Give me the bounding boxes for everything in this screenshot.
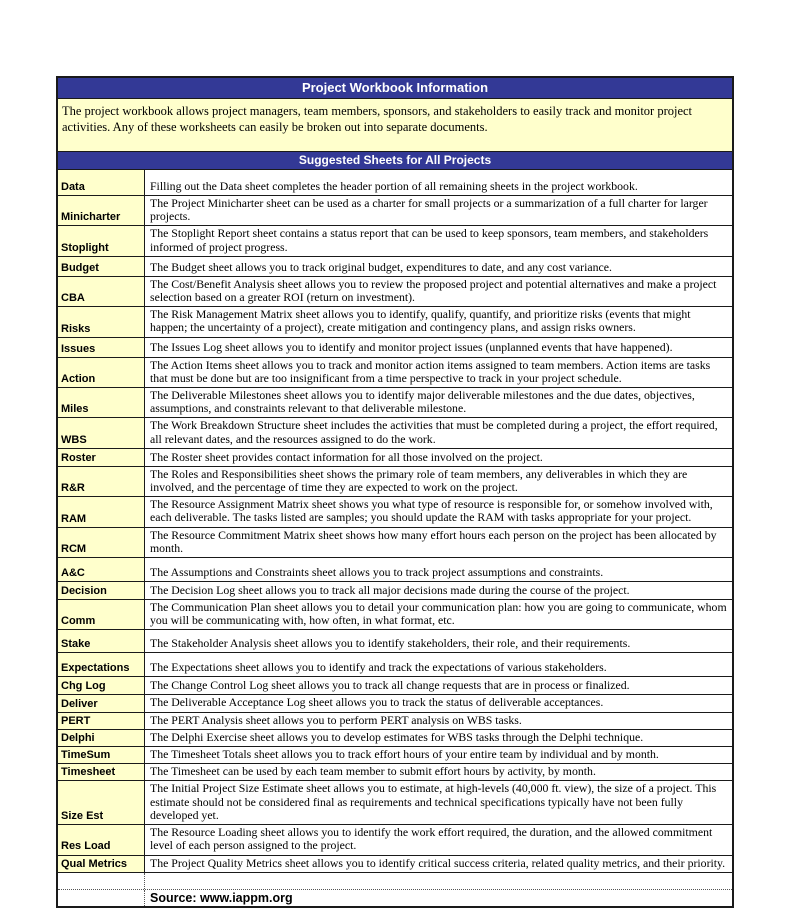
sheet-row-delphi (58, 730, 732, 747)
sheet-name-label: Risks (58, 307, 145, 336)
sheet-name-label: CBA (58, 277, 145, 306)
sheet-name-label: Qual Metrics (58, 856, 145, 872)
sheet-name-label: Chg Log (58, 677, 145, 694)
source-text (145, 890, 732, 906)
sheet-row-a-c (58, 558, 732, 582)
sheet-name-label: Timesheet (58, 764, 145, 780)
sheet-name-label: Decision (58, 582, 145, 599)
sheet-row-ram (58, 497, 732, 527)
sheet-name-label: R&R (58, 467, 145, 496)
sheet-name-label: Stake (58, 630, 145, 652)
sheet-row-risks (58, 307, 732, 337)
sheet-name-label: WBS (58, 418, 145, 447)
sheet-name-label: Minicharter (58, 196, 145, 225)
workbook-title-bar (58, 78, 732, 99)
sheet-description: The Stoplight Report sheet contains a status report that can be used to keep sponsors, team members, and stakeholders informed of project progress. (150, 226, 709, 254)
empty-label-cell (58, 873, 145, 889)
sheet-description: The Timesheet Totals sheet allows you to track effort hours of your entire team by individual and by month. (150, 747, 659, 762)
intro-text: The project workbook allows project managers, team members, sponsors, and stakeholders to easily track and monitor project activities. Any of these worksheets can easily be broken out into separate documents. (62, 104, 693, 134)
sheet-description: The Initial Project Size Estimate sheet allows you to estimate, at high-levels (40,000 ft. view), the size of a project. This estimate should not be considered final as requirements and technical specifications typically have not been fully developed yet. (150, 781, 717, 822)
sheet-row-expectations (58, 653, 732, 677)
sheet-description: The Budget sheet allows you to track original budget, expenditures to date, and any cost variance. (150, 259, 612, 274)
source-text-value: Source: www.iappm.org (150, 890, 293, 905)
sheet-row-size-est (58, 781, 732, 825)
sheet-name-label: TimeSum (58, 747, 145, 763)
sheet-description: The Stakeholder Analysis sheet allows you to identify stakeholders, their role, and their requirements. (150, 636, 631, 651)
section-header-title: Suggested Sheets for All Projects (298, 153, 492, 167)
empty-row (58, 873, 732, 890)
sheet-row-miles (58, 388, 732, 418)
sheet-description: The Deliverable Acceptance Log sheet allows you to track the status of deliverable acceptances. (150, 695, 604, 710)
section-header-bar (58, 152, 732, 170)
sheet-description: The Project Quality Metrics sheet allows you to identify critical success criteria, related quality metrics, and their priority. (150, 855, 726, 870)
sheet-row-action (58, 358, 732, 388)
sheet-row-data (58, 170, 732, 196)
sheet-row-chg-log (58, 677, 732, 695)
sheet-row-minicharter (58, 196, 732, 226)
sheet-name-label: Delphi (58, 730, 145, 746)
empty-desc-cell (145, 873, 732, 889)
sheet-row-rcm (58, 528, 732, 558)
intro-box (58, 99, 732, 152)
sheet-rows-table (58, 170, 732, 873)
sheet-description: The Deliverable Milestones sheet allows you to identify major deliverable milestones and the due dates, objectives, assumptions, and constraints relevant to that deliverable milestone. (150, 388, 695, 416)
sheet-description: The Change Control Log sheet allows you to track all change requests that are in process or finalized. (150, 678, 630, 693)
sheet-row-issues (58, 338, 732, 358)
sheet-description: The Project Minicharter sheet can be used as a charter for small projects or a summarization of a full charter for larger projects. (150, 196, 708, 224)
sheet-row-cba (58, 277, 732, 307)
sheet-row-wbs (58, 418, 732, 448)
sheet-description: The Decision Log sheet allows you to track all major decisions made during the course of the project. (150, 582, 630, 597)
sheet-description: Filling out the Data sheet completes the header portion of all remaining sheets in the project workbook. (150, 178, 638, 193)
sheet-name-label: RCM (58, 528, 145, 557)
source-row (58, 890, 732, 906)
sheet-name-label: RAM (58, 497, 145, 526)
sheet-row-qual-metrics (58, 856, 732, 873)
sheet-description: The Issues Log sheet allows you to identify and monitor project issues (unplanned events that have happened). (150, 340, 673, 355)
sheet-name-label: Stoplight (58, 226, 145, 255)
source-label-cell (58, 890, 145, 906)
sheet-name-label: Comm (58, 600, 145, 629)
sheet-row-res-load (58, 825, 732, 855)
sheet-description: The Action Items sheet allows you to track and monitor action items assigned to team members. Action items are tasks that must be done but are too insignificant from a time perspective to track in your project schedule. (150, 357, 711, 385)
sheet-name-label: PERT (58, 713, 145, 729)
sheet-description: The Resource Assignment Matrix sheet shows you what type of resource is responsible for, or somehow involved with, each deliverable. The tasks listed are samples; you should update the RAM with tasks appropriate for your project. (150, 497, 713, 525)
sheet-row-timesheet (58, 764, 732, 781)
sheet-name-label: Data (58, 170, 145, 195)
sheet-description: The Roles and Responsibilities sheet shows the primary role of team members, any deliverables in which they are involved, and the percentage of time they are expected to work on the project. (150, 466, 688, 495)
sheet-row-stake (58, 630, 732, 653)
sheet-description: The Resource Commitment Matrix sheet shows how many effort hours each person on the project has been allocated by month. (150, 527, 717, 555)
sheet-description: The Cost/Benefit Analysis sheet allows you to review the proposed project and potential alternatives and make a project selection based on a greater ROI (return on investment). (150, 276, 717, 305)
sheet-description: The Resource Loading sheet allows you to identify the work effort required, the duration, and the allowed commitment level of each person assigned to the project. (150, 825, 713, 853)
sheet-row-timesum (58, 747, 732, 764)
sheet-row-budget (58, 257, 732, 277)
sheet-description: The Delphi Exercise sheet allows you to develop estimates for WBS tasks through the Delphi technique. (150, 729, 644, 744)
sheet-name-label: A&C (58, 558, 145, 581)
sheet-name-label: Budget (58, 257, 145, 276)
sheet-description: The Roster sheet provides contact information for all those involved on the project. (150, 449, 543, 464)
sheet-row-pert (58, 713, 732, 730)
sheet-name-label: Size Est (58, 781, 145, 824)
page-title: Project Workbook Information (301, 80, 489, 95)
sheet-row-comm (58, 600, 732, 630)
sheet-description: The Work Breakdown Structure sheet includes the activities that must be completed during a project, the effort required, all relevant dates, and the resources assigned to do the work. (150, 418, 718, 446)
sheet-name-label: Deliver (58, 695, 145, 711)
project-workbook-document (56, 76, 734, 908)
sheet-description: The Timesheet can be used by each team member to submit effort hours by activity, by month. (150, 764, 596, 779)
sheet-name-label: Res Load (58, 825, 145, 854)
sheet-row-r-r (58, 467, 732, 497)
sheet-description: The Assumptions and Constraints sheet allows you to track project assumptions and constraints. (150, 564, 604, 579)
sheet-description: The Risk Management Matrix sheet allows you to identify, qualify, quantify, and prioritize risks (events that might happen; the uncertainty of a project), create mitigation and contingency plans, and assign risks owners. (150, 307, 691, 335)
sheet-row-deliver (58, 695, 732, 712)
sheet-name-label: Issues (58, 338, 145, 357)
sheet-description: The Expectations sheet allows you to identify and track the expectations of various stakeholders. (150, 660, 607, 675)
sheet-name-label: Expectations (58, 653, 145, 676)
sheet-name-label: Miles (58, 388, 145, 417)
sheet-row-decision (58, 582, 732, 600)
sheet-row-stoplight (58, 226, 732, 256)
sheet-description: The Communication Plan sheet allows you to detail your communication plan: how you are going to communicate, whom you will be communicating with, how often, in what format, etc. (150, 600, 727, 628)
sheet-name-label: Action (58, 358, 145, 387)
sheet-row-roster (58, 449, 732, 467)
sheet-description: The PERT Analysis sheet allows you to perform PERT analysis on WBS tasks. (150, 712, 522, 727)
sheet-name-label: Roster (58, 449, 145, 466)
